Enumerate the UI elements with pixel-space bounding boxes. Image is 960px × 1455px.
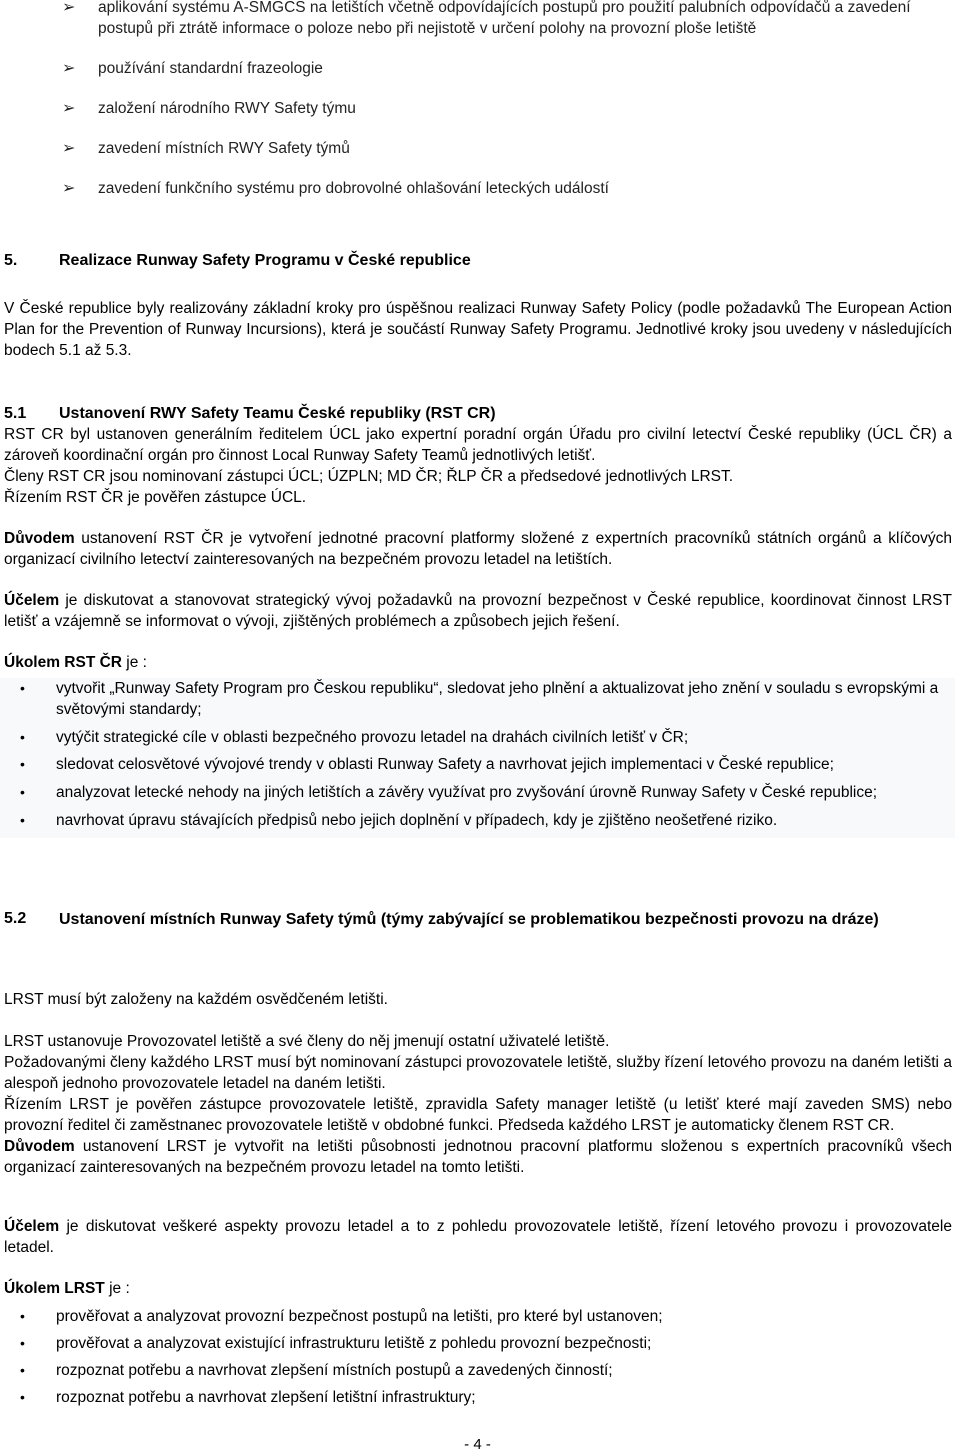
list-item-text: analyzovat letecké nehody na jiných letištích a závěry využívat pro zvyšování úrovně Runway Safety v České republice; <box>56 784 878 801</box>
section-5-heading <box>4 250 952 271</box>
tasks-heading <box>4 1278 952 1299</box>
list-item-text: prověřovat a analyzovat provozní bezpečnost postupů na letišti, pro které byl ustanoven; <box>56 1308 663 1325</box>
reason-paragraph <box>4 1136 952 1178</box>
paragraph: LRST musí být založeny na každém osvědčeném letišti. <box>4 991 388 1008</box>
reason-label: Důvodem <box>4 1138 75 1155</box>
reason-label: Důvodem <box>4 530 75 547</box>
arrow-list-item <box>62 0 952 39</box>
arrow-item-text: aplikování systému A-SMGCS na letištích včetně odpovídajících postupů pro použití palubních odpovídačů a zavedení postupů při ztrátě informace o poloze nebo při nejistotě v určení polohy na provozní ploše letiště <box>98 0 911 37</box>
tasks-heading <box>4 652 952 673</box>
list-item <box>0 678 955 727</box>
list-item <box>0 727 955 754</box>
section-title: Realizace Runway Safety Programu v České republice <box>59 252 471 269</box>
section-title: Ustanovení RWY Safety Teamu České republiky (RST CR) <box>59 405 496 422</box>
page-number: - 4 - <box>464 1436 491 1453</box>
bullet-icon: • <box>20 1335 25 1351</box>
list-item <box>0 1360 955 1387</box>
arrow-item-text: používání standardní frazeologie <box>98 60 323 77</box>
list-item <box>0 782 955 810</box>
purpose-paragraph <box>4 1216 952 1258</box>
arrow-list-item <box>62 98 952 119</box>
arrow-list-item <box>62 58 952 79</box>
list-item-text: rozpoznat potřebu a navrhovat zlepšení letištní infrastruktury; <box>56 1389 476 1406</box>
rst-tasks-list <box>0 678 955 838</box>
reason-text: ustanovení LRST je vytvořit na letišti působnosti jednotnou pracovní platformu složenou s expertních pracovníků všech organizací zainteresovaných na bezpečném provozu letadel na tomto letišti. <box>4 1138 952 1176</box>
paragraph: RST CR byl ustanoven generálním ředitelem ÚCL jako expertní poradní orgán Úřadu pro civilní letectví České republiky (ÚCL ČR) a zároveň koordinační orgán pro činnost Local Runway Safety Teamů jednotlivých letišť. <box>4 426 952 464</box>
arrow-bullet-icon: ➢ <box>62 140 76 157</box>
section-5-1 <box>4 403 952 508</box>
tasks-suffix: je : <box>104 1280 130 1297</box>
list-item-text: vytýčit strategické cíle v oblasti bezpečného provozu letadel na drahách civilních letišť v ČR; <box>56 729 689 746</box>
purpose-label: Účelem <box>4 1218 60 1235</box>
list-item-text: sledovat celosvětové vývojové trendy v oblasti Runway Safety a navrhovat jejich implementaci v České republice; <box>56 756 834 773</box>
tasks-label: Úkolem LRST <box>4 1280 105 1297</box>
section-number: 5.1 <box>4 405 27 422</box>
list-item <box>0 1333 955 1360</box>
list-item <box>0 1387 955 1414</box>
tasks-label: Úkolem RST ČR <box>4 654 122 671</box>
list-item-text: vytvořit „Runway Safety Program pro Českou republiku“, sledovat jeho plnění a aktualizovat jeho znění v souladu s evropskými a světovými standardy; <box>56 680 939 718</box>
arrow-item-text: zavedení funkčního systému pro dobrovolné ohlašování leteckých událostí <box>98 180 609 197</box>
section-5-2-heading <box>4 908 952 932</box>
bullet-icon: • <box>20 680 25 696</box>
list-item <box>0 754 955 782</box>
arrow-bullet-icon: ➢ <box>62 0 76 16</box>
list-item <box>0 1306 955 1333</box>
section-number: 5.2 <box>4 910 27 927</box>
tasks-suffix: je : <box>122 654 147 671</box>
purpose-paragraph <box>4 590 952 632</box>
paragraph: Členy RST CR jsou nominovaní zástupci ÚCL; ÚZPLN; MD ČR; ŘLP ČR a předsedové jednotlivých LRST. <box>4 468 734 485</box>
purpose-label: Účelem <box>4 592 60 609</box>
purpose-text: je diskutovat a stanovovat strategický vývoj požadavků na provozní bezpečnost v České republice, koordinovat činnost LRST letišť a vzájemně se informovat o vývoji, zjištěných problémech a způsobech jejich řešení. <box>4 592 952 630</box>
paragraph: LRST ustanovuje Provozovatel letiště a své členy do něj jmenují ostatní uživatelé letiště. <box>4 1033 610 1050</box>
list-item-text: rozpoznat potřebu a navrhovat zlepšení místních postupů a zavedených činností; <box>56 1362 613 1379</box>
bullet-icon: • <box>20 812 25 828</box>
section-title: Ustanovení místních Runway Safety týmů (týmy zabývající se problematikou bezpečnosti provozu na dráze) <box>59 911 879 928</box>
arrow-item-text: založení národního RWY Safety týmu <box>98 100 356 117</box>
paragraph: Řízením LRST je pověřen zástupce provozovatele letiště, zpravidla Safety manager letiště (u letišť které mají zaveden SMS) nebo provozní ředitel či zaměstnanec provozovatele letiště v obdobné funkci. Předseda každého LRST je automaticky členem RST CR. <box>4 1096 952 1134</box>
bullet-icon: • <box>20 1308 25 1324</box>
reason-text: ustanovení RST ČR je vytvoření jednotné pracovní platformy složené z expertních pracovníků státních orgánů a klíčových organizací civilního letectví zainteresovaných na bezpečném provozu letadel na letištích. <box>4 530 952 568</box>
section-number: 5. <box>4 252 18 269</box>
section-5-1-heading <box>4 403 952 424</box>
purpose-text: je diskutovat veškeré aspekty provozu letadel a to z pohledu provozovatele letiště, řízení letového provozu i provozovatele letadel. <box>4 1218 952 1256</box>
list-item <box>0 810 955 838</box>
arrow-bullet-icon: ➢ <box>62 60 76 77</box>
arrow-list-item <box>62 138 952 159</box>
arrow-list <box>62 0 952 218</box>
bullet-icon: • <box>20 1362 25 1378</box>
list-item-text: prověřovat a analyzovat existující infrastrukturu letiště z pohledu provozní bezpečnosti; <box>56 1335 652 1352</box>
bullet-icon: • <box>20 729 25 745</box>
reason-paragraph <box>4 528 952 570</box>
arrow-item-text: zavedení místních RWY Safety týmů <box>98 140 350 157</box>
paragraph: Požadovanými členy každého LRST musí být nominovaní zástupci provozovatele letiště, služby řízení letového provozu na daném letišti a alespoň jednoho provozovatele letadel na daném letišti. <box>4 1054 952 1092</box>
bullet-icon: • <box>20 756 25 772</box>
bullet-icon: • <box>20 1389 25 1405</box>
arrow-bullet-icon: ➢ <box>62 100 76 117</box>
arrow-bullet-icon: ➢ <box>62 180 76 197</box>
section-5-intro: V České republice byly realizovány základní kroky pro úspěšnou realizaci Runway Safety Policy (podle požadavků The European Action Plan for the Prevention of Runway Incursions), která je součástí Runway Safety Programu. Jednotlivé kroky jsou uvedeny v následujících bodech 5.1 až 5.3. <box>4 300 952 359</box>
lrst-tasks-list <box>0 1306 955 1414</box>
bullet-icon: • <box>20 784 25 800</box>
list-item-text: navrhovat úpravu stávajících předpisů nebo jejich doplnění v případech, kdy je zjištěno neošetřené riziko. <box>56 812 778 829</box>
arrow-list-item <box>62 178 952 199</box>
section-5-2-body <box>4 1031 952 1178</box>
paragraph: Řízením RST ČR je pověřen zástupce ÚCL. <box>4 489 307 506</box>
